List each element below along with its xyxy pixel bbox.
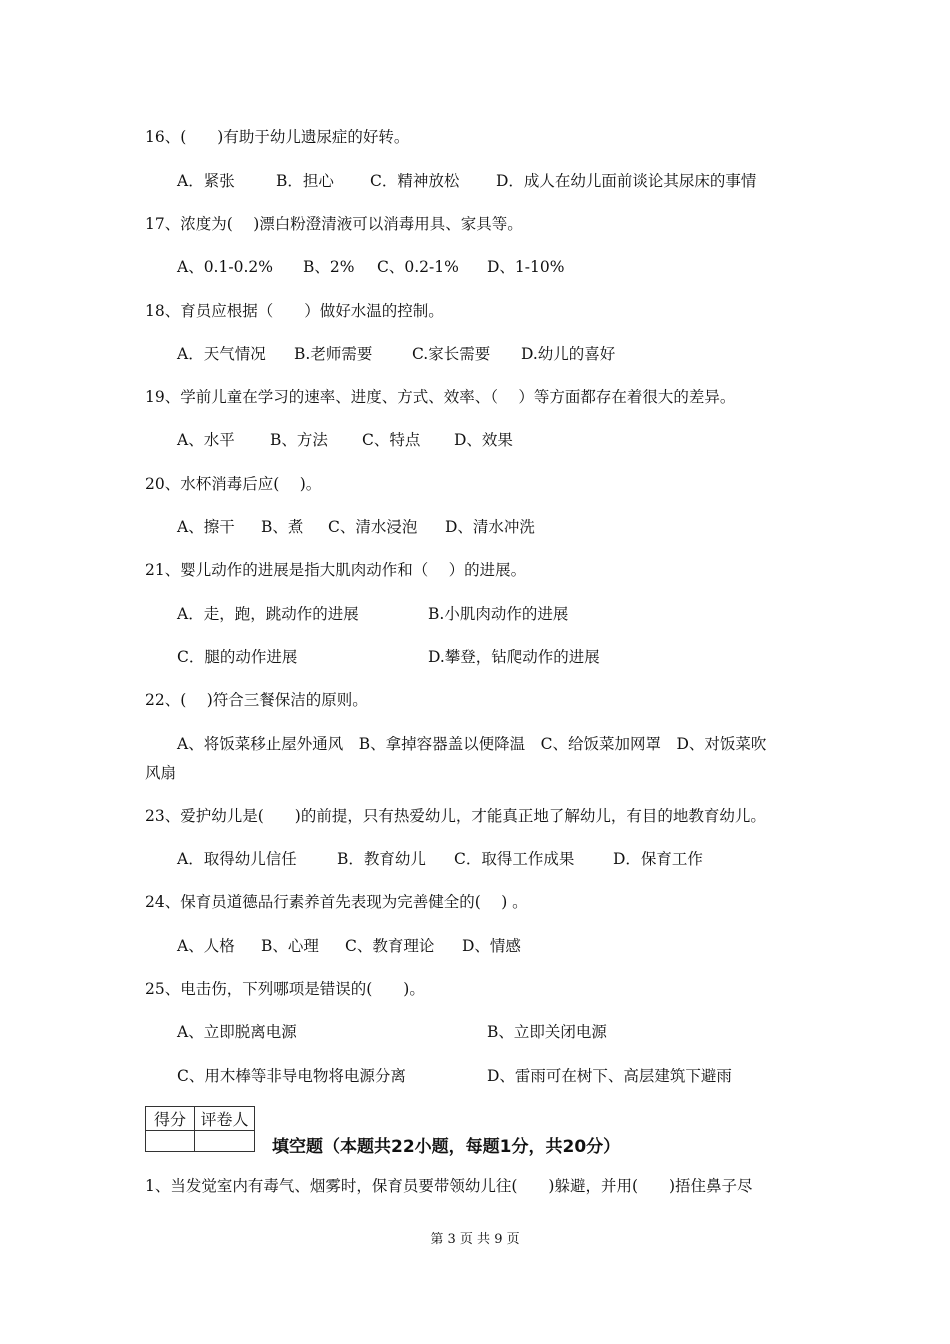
question-21-option-b: B.小肌肉动作的进展 <box>428 605 569 623</box>
score-cell <box>146 1131 195 1152</box>
question-18-option-a: A．天气情况 <box>177 345 266 363</box>
question-23-stem: 23、爱护幼儿是( )的前提，只有热爱幼儿，才能真正地了解幼儿，有目的地教育幼儿。 <box>145 807 766 825</box>
question-17-option-b: B、2% <box>303 258 355 276</box>
score-box <box>145 1106 255 1152</box>
question-20-option-b: B、煮 <box>261 518 304 536</box>
section-title: 填空题（本题共22小题，每题1分，共20分） <box>272 1137 621 1157</box>
question-16-option-b: B．担心 <box>276 172 334 190</box>
question-24-option-a: A、人格 <box>177 937 235 955</box>
question-23-option-a: A．取得幼儿信任 <box>177 850 297 868</box>
question-16-option-a: A．紧张 <box>177 172 235 190</box>
question-25-option-b: B、立即关闭电源 <box>487 1023 607 1041</box>
question-24-option-b: B、心理 <box>261 937 319 955</box>
question-24-option-c: C、教育理论 <box>345 937 435 955</box>
question-25-option-c: C、用木棒等非导电物将电源分离 <box>177 1067 406 1085</box>
question-20-option-c: C、清水浸泡 <box>328 518 418 536</box>
question-19-option-c: C、特点 <box>362 431 421 449</box>
question-22-stem: 22、( )符合三餐保洁的原则。 <box>145 691 368 709</box>
question-17-option-a: A、0.1-0.2% <box>177 258 273 276</box>
grader-label: 评卷人 <box>195 1107 255 1131</box>
question-20-option-d: D、清水冲洗 <box>445 518 535 536</box>
question-23-option-c: C．取得工作成果 <box>454 850 575 868</box>
question-21-option-c: C．腿的动作进展 <box>177 648 298 666</box>
question-20-stem: 20、水杯消毒后应( )。 <box>145 475 322 493</box>
question-16-option-c: C．精神放松 <box>370 172 460 190</box>
question-18-option-c: C.家长需要 <box>412 345 491 363</box>
question-20-option-a: A、擦干 <box>177 518 235 536</box>
question-18-option-d: D.幼儿的喜好 <box>521 345 616 363</box>
question-19-stem: 19、学前儿童在学习的速率、进度、方式、效率、（ ）等方面都存在着很大的差异。 <box>145 388 736 406</box>
question-17-stem: 17、浓度为( )漂白粉澄清液可以消毒用具、家具等。 <box>145 215 523 233</box>
question-19-option-b: B、方法 <box>270 431 328 449</box>
fill-question-1: 1、当发觉室内有毒气、烟雾时，保育员要带领幼儿往( )躲避，并用( )捂住鼻子尽 <box>145 1177 753 1195</box>
question-22-options-continued: 风扇 <box>145 764 177 782</box>
question-25-stem: 25、电击伤，下列哪项是错误的( )。 <box>145 980 425 998</box>
question-19-option-d: D、效果 <box>454 431 513 449</box>
question-25-option-a: A、立即脱离电源 <box>177 1023 297 1041</box>
question-17-option-d: D、1-10% <box>487 258 565 276</box>
question-22-options: A、将饭菜移止屋外通风 B、拿掉容器盖以便降温 C、给饭菜加网罩 D、对饭菜吹 <box>177 735 767 753</box>
question-18-option-b: B.老师需要 <box>294 345 373 363</box>
question-21-option-d: D.攀登，钻爬动作的进展 <box>428 648 600 666</box>
question-24-option-d: D、情感 <box>462 937 521 955</box>
grader-cell <box>195 1131 255 1152</box>
question-25-option-d: D、雷雨可在树下、高层建筑下避雨 <box>487 1067 732 1085</box>
question-23-option-b: B．教育幼儿 <box>337 850 426 868</box>
question-23-option-d: D．保育工作 <box>613 850 703 868</box>
score-label: 得分 <box>146 1107 195 1131</box>
question-19-option-a: A、水平 <box>177 431 235 449</box>
question-21-stem: 21、婴儿动作的进展是指大肌肉动作和（ ）的进展。 <box>145 561 527 579</box>
question-17-option-c: C、0.2-1% <box>377 258 459 276</box>
question-21-option-a: A．走，跑，跳动作的进展 <box>177 605 359 623</box>
question-16-stem: 16、( )有助于幼儿遗尿症的好转。 <box>145 128 410 146</box>
question-18-stem: 18、育员应根据（ ）做好水温的控制。 <box>145 302 444 320</box>
question-16-option-d: D．成人在幼儿面前谈论其尿床的事情 <box>496 172 757 190</box>
question-24-stem: 24、保育员道德品行素养首先表现为完善健全的( ) 。 <box>145 893 528 911</box>
page-footer: 第 3 页 共 9 页 <box>430 1232 520 1247</box>
